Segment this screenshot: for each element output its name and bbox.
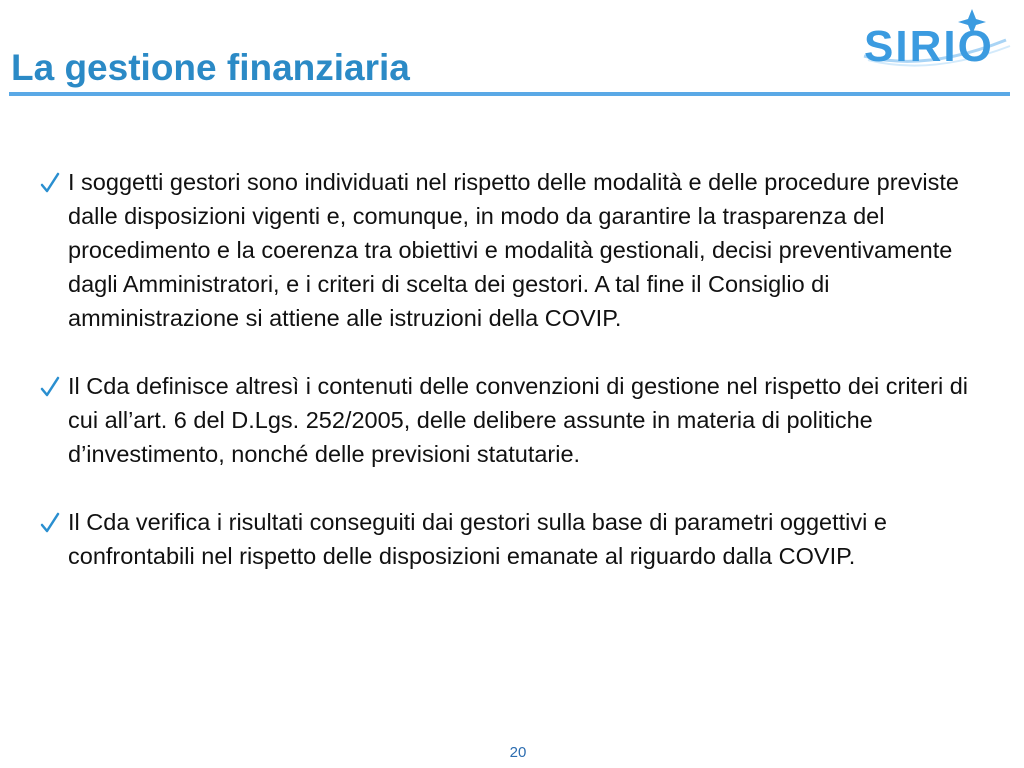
bullet-text: Il Cda verifica i risultati conseguiti dai gestori sulla base di parametri oggettivi e confrontabili nel rispetto delle disposizioni emanate al riguardo dalla COVIP.: [68, 509, 887, 569]
list-item: [40, 505, 975, 573]
page-title: La gestione finanziaria: [11, 47, 410, 88]
bullet-text: I soggetti gestori sono individuati nel rispetto delle modalità e delle procedure previste dalle disposizioni vigenti e, comunque, in modo da garantire la trasparenza del procedimento e la coerenza tra obiettivi e modalità gestionali, decisi preventivamente dagli Amministratori, e i criteri di scelta dei gestori. A tal fine il Consiglio di amministrazione si attiene alle istruzioni della COVIP.: [68, 169, 959, 331]
logo-text: SIRIO: [864, 22, 994, 71]
page-number: 20: [509, 744, 527, 761]
sirio-logo: [856, 6, 1014, 72]
bullet-text: Il Cda definisce altresì i contenuti delle convenzioni di gestione nel rispetto dei criteri di cui all’art. 6 del D.Lgs. 252/2005, delle delibere assunte in materia di politiche d’investimento, nonché delle previsioni statutarie.: [68, 373, 969, 467]
checkmark-icon: [40, 505, 64, 539]
list-item: [40, 165, 975, 335]
bullet-list: [40, 165, 975, 607]
title-divider: [9, 92, 1010, 96]
list-item: [40, 369, 975, 471]
checkmark-icon: [40, 165, 64, 199]
checkmark-icon: [40, 369, 64, 403]
